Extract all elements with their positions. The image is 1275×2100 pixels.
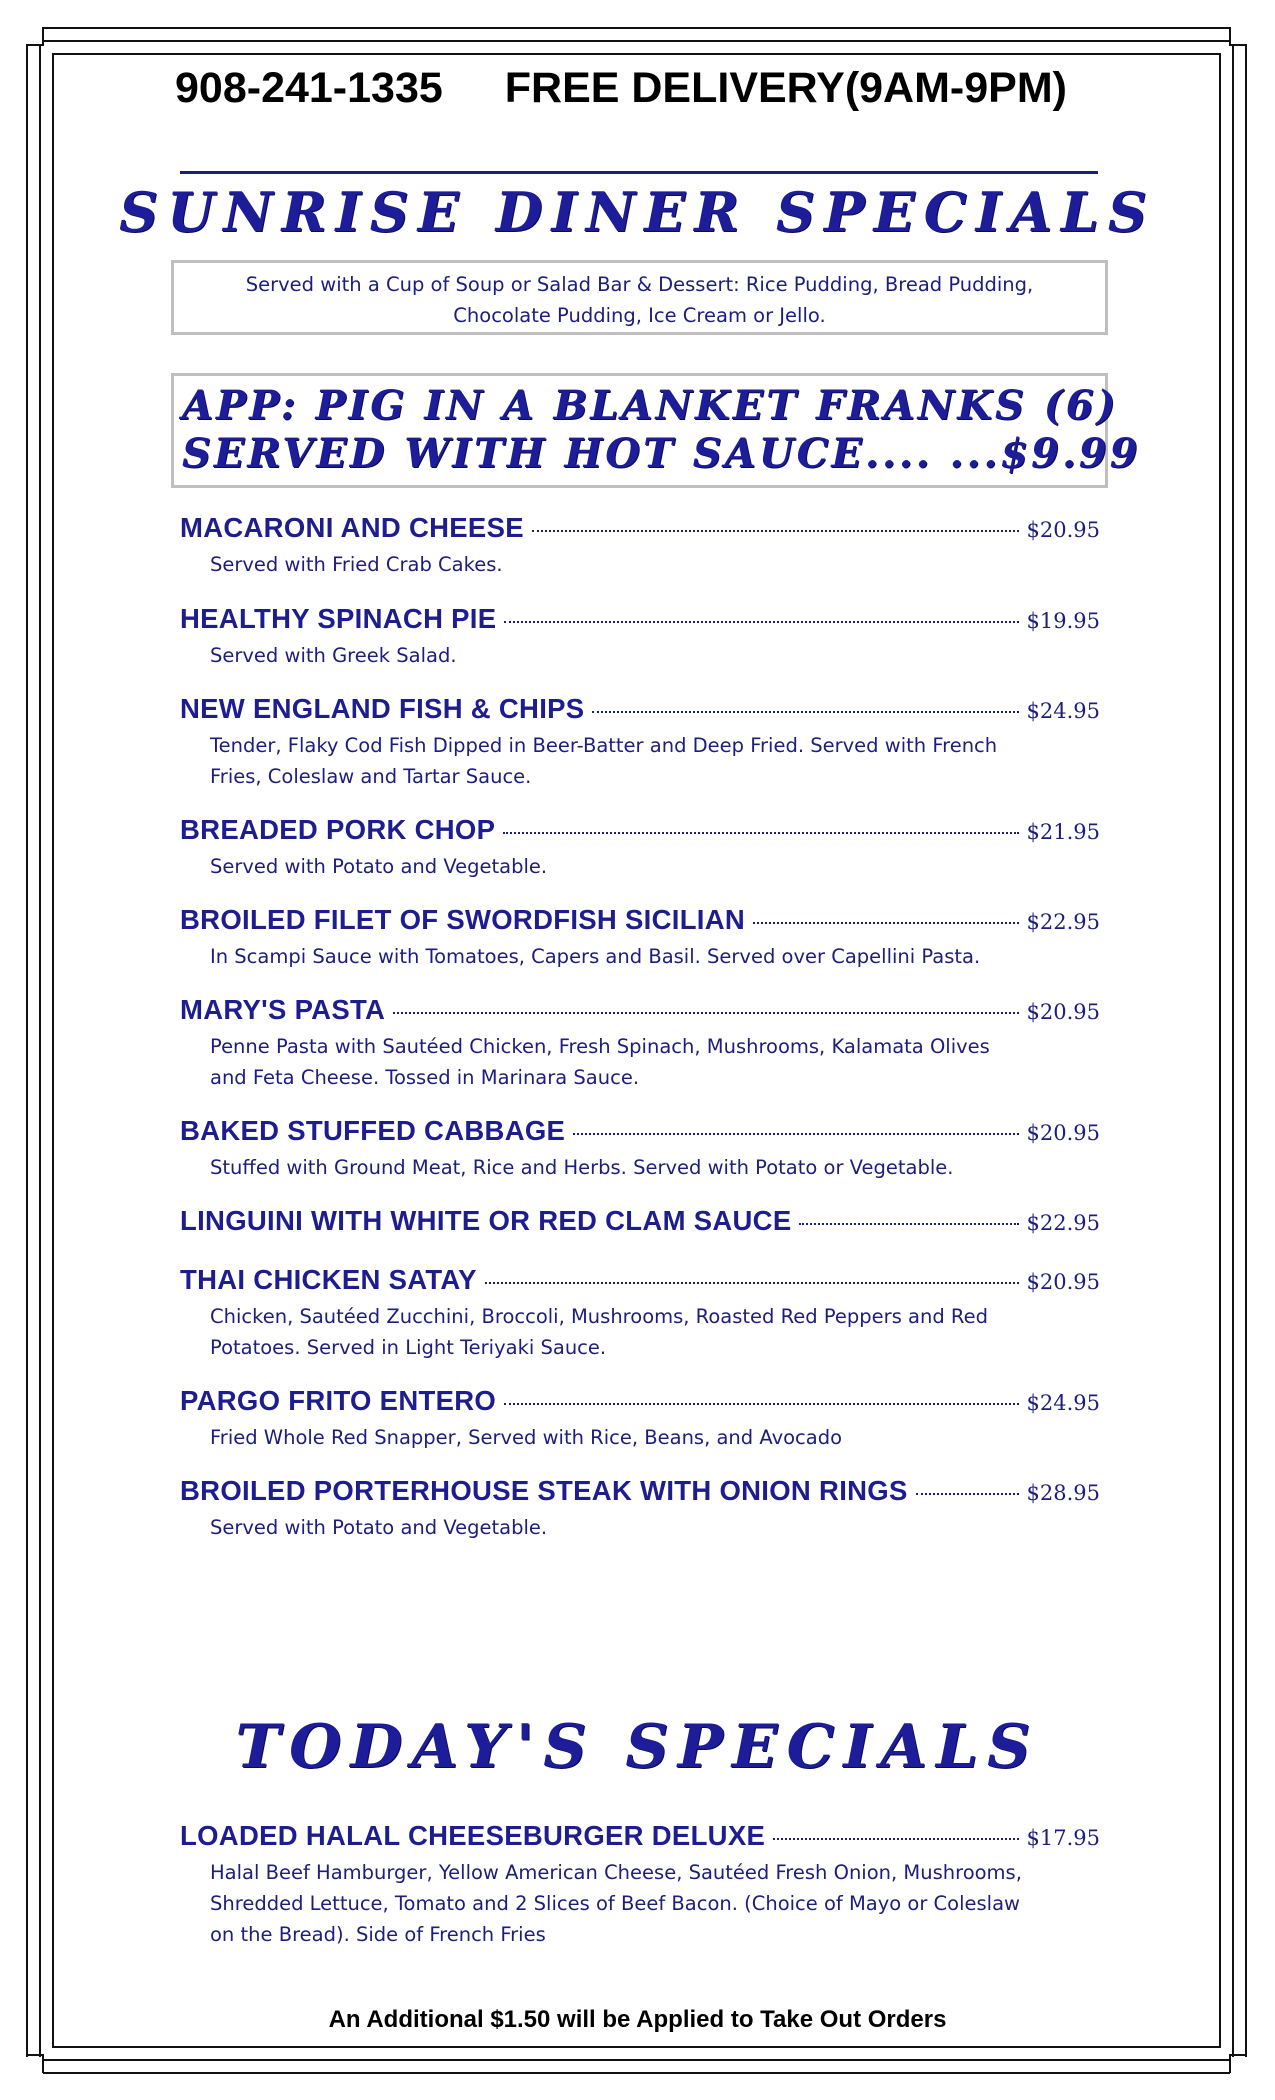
item-name: THAI CHICKEN SATAY — [180, 1264, 477, 1295]
item-price: $28.95 — [1026, 1481, 1100, 1505]
menu-item — [180, 1475, 1100, 1543]
item-name: BAKED STUFFED CABBAGE — [180, 1115, 566, 1146]
menu-item — [180, 1115, 1100, 1183]
item-price: $20.95 — [1026, 1121, 1100, 1145]
item-name: MACARONI AND CHEESE — [180, 512, 524, 543]
item-price: $24.95 — [1026, 699, 1100, 723]
item-name: NEW ENGLAND FISH & CHIPS — [180, 693, 585, 724]
contact-header — [175, 64, 1115, 113]
item-description: Stuffed with Ground Meat, Rice and Herbs. Served with Potato or Vegetable. — [210, 1156, 954, 1179]
item-description: Served with Greek Salad. — [210, 644, 457, 667]
item-price: $19.95 — [1026, 609, 1100, 633]
menu-item — [180, 1264, 1100, 1363]
served-with-note: Served with a Cup of Soup or Salad Bar & Dessert: Rice Pudding, Bread Pudding, Chocolate Pudding, Ice Cream or Jello. — [171, 260, 1108, 335]
corner-notch-tl — [25, 26, 43, 44]
dot-leader — [504, 1403, 1018, 1405]
dot-leader — [773, 1838, 1018, 1840]
item-name: BROILED PORTERHOUSE STEAK WITH ONION RINGS — [180, 1475, 908, 1506]
item-name: MARY'S PASTA — [180, 994, 386, 1025]
menu-item — [180, 693, 1100, 792]
item-description: Served with Potato and Vegetable. — [210, 1516, 548, 1539]
item-price: $22.95 — [1026, 910, 1100, 934]
corner-notch-tr — [1230, 26, 1248, 44]
item-price: $21.95 — [1026, 820, 1100, 844]
menu-item — [180, 1820, 1100, 1950]
appetizer-line-1: APP: PIG IN A BLANKET FRANKS (6) — [182, 382, 1119, 429]
header-divider — [180, 171, 1098, 174]
item-description: Served with Potato and Vegetable. — [210, 855, 548, 878]
dot-leader — [393, 1012, 1018, 1014]
section-title-todays-specials: TODAY'S SPECIALS — [235, 1712, 1040, 1782]
appetizer-line-2: SERVED WITH HOT SAUCE.... ...$9.99 — [182, 430, 1141, 477]
item-name: LINGUINI WITH WHITE OR RED CLAM SAUCE — [180, 1205, 792, 1236]
dot-leader — [485, 1282, 1019, 1284]
menu-item — [180, 603, 1100, 671]
menu-item — [180, 1385, 1100, 1453]
appetizer-box — [171, 373, 1141, 488]
dot-leader — [504, 621, 1018, 623]
item-price: $17.95 — [1026, 1826, 1100, 1850]
delivery-hours: FREE DELIVERY(9AM-9PM) — [504, 64, 1067, 112]
takeout-fee-note: An Additional $1.50 will be Applied to Take Out Orders — [328, 2006, 947, 2033]
section-title-sunrise-specials: SUNRISE DINER SPECIALS — [119, 180, 1156, 244]
item-description: In Scampi Sauce with Tomatoes, Capers and Basil. Served over Capellini Pasta. — [210, 945, 981, 968]
item-name: LOADED HALAL CHEESEBURGER DELUXE — [180, 1820, 766, 1851]
item-price: $20.95 — [1026, 518, 1100, 542]
item-name: BREADED PORK CHOP — [180, 814, 496, 845]
dot-leader — [753, 922, 1018, 924]
dot-leader — [799, 1223, 1018, 1225]
corner-notch-bl — [25, 2057, 43, 2075]
item-price: $22.95 — [1026, 1211, 1100, 1235]
phone-number: 908-241-1335 — [175, 64, 443, 112]
dot-leader — [916, 1493, 1019, 1495]
menu-item — [180, 512, 1100, 580]
dot-leader — [573, 1133, 1018, 1135]
item-description: Fried Whole Red Snapper, Served with Rice, Beans, and Avocado — [210, 1426, 843, 1449]
corner-notch-br — [1230, 2057, 1248, 2075]
item-name: PARGO FRITO ENTERO — [180, 1385, 497, 1416]
dot-leader — [592, 711, 1018, 713]
item-price: $24.95 — [1026, 1391, 1100, 1415]
dot-leader — [503, 832, 1018, 834]
item-name: HEALTHY SPINACH PIE — [180, 603, 497, 634]
item-description: Penne Pasta with Sautéed Chicken, Fresh Spinach, Mushrooms, Kalamata Olives and Feta Cheese. Tossed in Marinara Sauce. — [210, 1035, 990, 1089]
item-description: Chicken, Sautéed Zucchini, Broccoli, Mushrooms, Roasted Red Peppers and Red Potatoes. Served in Light Teriyaki Sauce. — [210, 1305, 988, 1359]
item-name: BROILED FILET OF SWORDFISH SICILIAN — [180, 904, 746, 935]
item-description: Halal Beef Hamburger, Yellow American Cheese, Sautéed Fresh Onion, Mushrooms, Shredded Lettuce, Tomato and 2 Slices of Beef Bacon. (Choice of Mayo or Coleslaw on the Bread). Side of French Fries — [210, 1861, 1022, 1946]
item-description: Served with Fried Crab Cakes. — [210, 553, 503, 576]
menu-item — [180, 814, 1100, 882]
menu-item — [180, 994, 1100, 1093]
item-price: $20.95 — [1026, 1000, 1100, 1024]
menu-item — [180, 904, 1100, 972]
menu-item — [180, 1205, 1100, 1239]
item-description: Tender, Flaky Cod Fish Dipped in Beer-Batter and Deep Fried. Served with French Fries, Coleslaw and Tartar Sauce. — [210, 734, 998, 788]
dot-leader — [532, 530, 1019, 532]
item-price: $20.95 — [1026, 1270, 1100, 1294]
